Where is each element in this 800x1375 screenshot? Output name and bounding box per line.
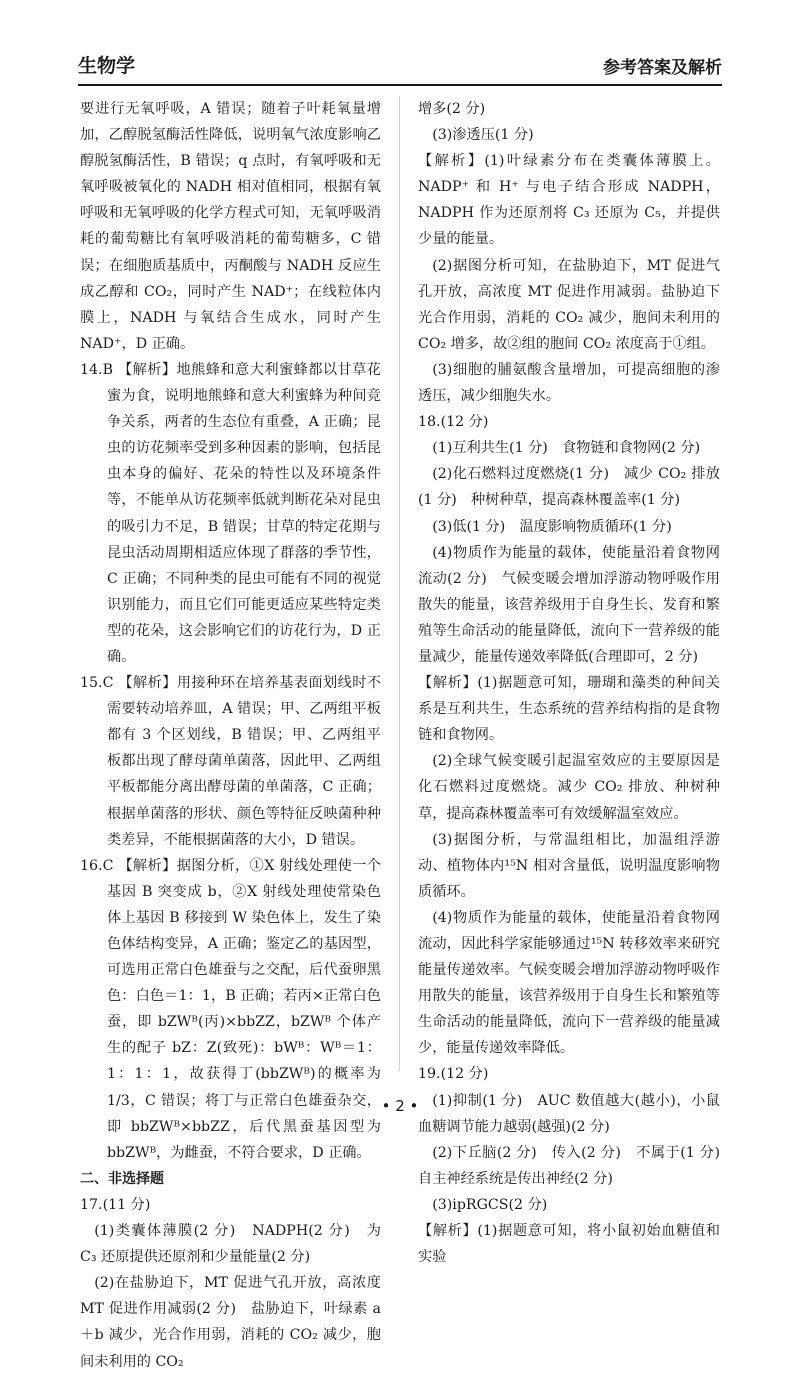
answer-paragraph: (1)互利共生(1 分) 食物链和食物网(2 分) bbox=[432, 440, 701, 457]
answer-paragraph: 14.B 【解析】地熊蜂和意大利蜜蜂都以甘草花蜜为食，说明地熊蜂和意大利蜜蜂为种间竞争关系，两者的生态位有重叠，A 正确；昆虫的访花频率受到多种因素的影响，包括昆虫本身的偏好、花朵的特性以及环境条件等，不能单从访花频率低就判断花朵对昆虫的吸引力不足，B 错误；甘草的特定花期与昆虫活动周期相适应体现了群落的季节性，C 正确；不同种类的昆虫可能有不同的视觉识别能力，而且它们可能更适应某些特定类型的花朵，这会影响它们的访花行为，D 正确。 bbox=[80, 361, 381, 665]
answer-paragraph: (3)渗透压(1 分) bbox=[432, 127, 534, 144]
answer-paragraph: (3)细胞的脯氨酸含量增加，可提高细胞的渗透压，减少细胞失水。 bbox=[418, 361, 720, 405]
answer-paragraph: 19.(12 分) bbox=[418, 1066, 489, 1083]
subject-title: 生物学 bbox=[78, 55, 136, 77]
answer-paragraph: 要进行无氧呼吸，A 错误；随着子叶耗氧量增加，乙醇脱氢酶活性降低，说明氧气浓度影响乙醇脱氢酶活性，B 错误；q 点时，有氧呼吸和无氧呼吸被氧化的 NADH 相对值相同，根据有氧呼吸和无氧呼吸的化学方程式可知，无氧呼吸消耗的葡萄糖比有氧呼吸消耗的葡萄糖多，C 错误；在细胞质基质中，丙酮酸与 NADH 反应生成乙醇和 CO₂，同时产生 NAD⁺；在线粒体内膜上，NADH 与氧结合生成水，同时产生 NAD⁺，D 正确。 bbox=[80, 101, 381, 352]
answer-paragraph: 【解析】(1)叶绿素分布在类囊体薄膜上。NADP⁺ 和 H⁺ 与电子结合形成 NADPH，NADPH 作为还原剂将 C₃ 还原为 C₅，并提供少量的能量。 bbox=[418, 153, 720, 248]
right-column bbox=[400, 96, 735, 1266]
answer-paragraph: (2)据图分析可知，在盐胁迫下，MT 促进气孔开放，高浓度 MT 促进作用减弱。盐胁迫下光合作用弱，消耗的 CO₂ 减少，胞间未利用的 CO₂ 增多，故②组的胞间 CO₂ 浓度高于①组。 bbox=[418, 257, 720, 352]
answer-paragraph: 17.(11 分) bbox=[80, 1196, 151, 1213]
answer-paragraph: (3)ipRGCS(2 分) bbox=[432, 1196, 548, 1213]
page-number: • 2 • bbox=[381, 1097, 419, 1115]
answer-paragraph: (4)物质作为能量的载体，使能量沿着食物网流动(2 分) 气候变暖会增加浮游动物呼吸作用散失的能量，该营养级用于自身生长、发育和繁殖等生命活动的能量降低，流向下一营养级的能量减少，能量传递效率降低(合理即可，2 分) bbox=[418, 544, 720, 665]
section-heading: 二、非选择题 bbox=[80, 1170, 164, 1187]
answer-paragraph: 【解析】(1)据题意可知，珊瑚和藻类的种间关系是互利共生，生态系统的营养结构指的是食物链和食物网。 bbox=[418, 675, 720, 744]
answer-paragraph: (2)全球气候变暖引起温室效应的主要原因是化石燃料过度燃烧。减少 CO₂ 排放、种树种草，提高森林覆盖率可有效缓解温室效应。 bbox=[418, 753, 720, 822]
answer-paragraph: 【解析】(1)据题意可知，将小鼠初始血糖值和实验 bbox=[418, 1223, 720, 1266]
document-title: 参考答案及解析 bbox=[603, 58, 722, 78]
answer-paragraph: (2)化石燃料过度燃烧(1 分) 减少 CO₂ 排放(1 分) 种树种草，提高森林覆盖率(1 分) bbox=[418, 466, 720, 509]
answer-paragraph: (2)下丘脑(2 分) 传入(2 分) 不属于(1 分) 自主神经系统是传出神经(2 分) bbox=[418, 1144, 735, 1187]
answer-paragraph: (4)物质作为能量的载体，使能量沿着食物网流动，因此科学家能够通过¹⁵N 转移效率来研究能量传递效率。气候变暖会增加浮游动物呼吸作用散失的能量，该营养级用于自身生长和繁殖等生命活动的能量降低，流向下一营养级的能量减少，能量传递效率降低。 bbox=[418, 909, 720, 1057]
answer-paragraph: 增多(2 分) bbox=[418, 101, 486, 117]
answer-paragraph: 18.(12 分) bbox=[418, 414, 489, 431]
answer-paragraph: (3)据图分析，与常温组相比，加温组浮游动、植物体内¹⁵N 相对含量低，说明温度影响物质循环。 bbox=[418, 831, 720, 900]
answer-paragraph: 15.C 【解析】用接种环在培养基表面划线时不需要转动培养皿，A 错误；甲、乙两组平板都有 3 个区划线，B 错误；甲、乙两组平板都出现了酵母菌单菌落，因此甲、乙两组平板都能分离出酵母菌的单菌落，C 正确；根据单菌落的形状、颜色等特征反映菌种种类差异，不能根据菌落的大小，D 错误。 bbox=[80, 675, 381, 848]
page-header bbox=[78, 52, 722, 86]
answer-paragraph: 16.C 【解析】据图分析，①X 射线处理使一个基因 B 突变成 b，②X 射线处理使常染色体上基因 B 移接到 W 染色体上，发生了染色体结构变异，A 正确；鉴定乙的基因型，可选用正常白色雄蚕与之交配，后代蚕卵黑色：白色＝1：1，B 正确；若丙×正常白色蚕，即 bZWᴮ(丙)×bbZZ，bZWᴮ 个体产生的配子 bZ：Z(致死)：bWᴮ：Wᴮ＝1：1：1：1，故获得丁(bbZWᴮ)的概率为 1/3，C 错误；将丁与正常白色雄蚕杂交，即 bbZWᴮ×bbZZ，后代黑蚕基因型为 bbZWᴮ，为雌蚕，不符合要求，D 正确。 bbox=[80, 857, 381, 1161]
answer-paragraph: (2)在盐胁迫下，MT 促进气孔开放，高浓度 MT 促进作用减弱(2 分) 盐胁迫下，叶绿素 a＋b 减少，光合作用弱，消耗的 CO₂ 减少，胞间未利用的 CO₂ bbox=[80, 1275, 381, 1370]
answer-paragraph: (3)低(1 分) 温度影响物质循环(1 分) bbox=[432, 518, 672, 535]
answer-paragraph: (1)抑制(1 分) AUC 数值越大(越小)，小鼠血糖调节能力越弱(越强)(2 分) bbox=[418, 1092, 720, 1135]
answer-paragraph: (1)类囊体薄膜(2 分) NADPH(2 分) 为 C₃ 还原提供还原剂和少量能量(2 分) bbox=[80, 1223, 381, 1266]
content-columns bbox=[80, 96, 735, 1370]
left-column bbox=[80, 96, 400, 1370]
